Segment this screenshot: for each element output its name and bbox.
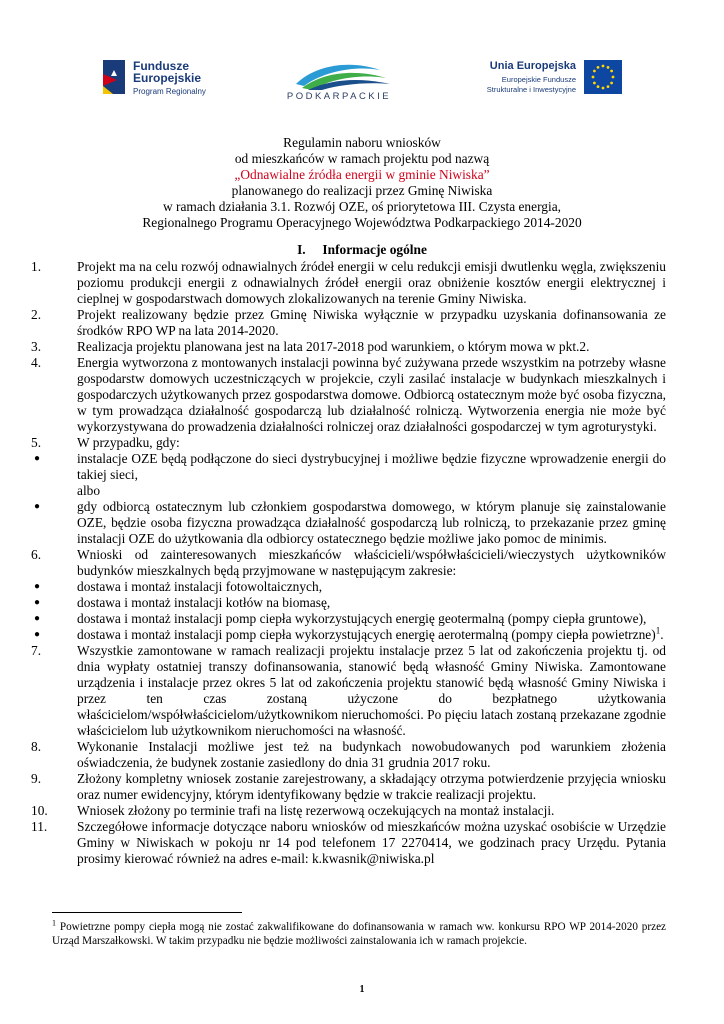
list-item: Wniosek złożony po terminie trafi na listę rezerwową oczekujących na montaż instalacji. bbox=[77, 803, 555, 818]
header-logos bbox=[0, 54, 724, 104]
fe-line2: Europejskie bbox=[133, 71, 202, 85]
list-item: W przypadku, gdy: bbox=[77, 435, 180, 450]
podkarpackie-logo bbox=[282, 58, 396, 104]
bullet: ● bbox=[34, 453, 41, 464]
item-number: 1. bbox=[31, 259, 42, 274]
connector-text: albo bbox=[77, 483, 101, 498]
bullet-end: . bbox=[660, 627, 664, 642]
bullet-item: dostawa i montaż instalacji kotłów na biomasę, bbox=[77, 595, 331, 610]
list-item: Szczegółowe informacje dotyczące naboru wniosków od mieszkańców można uzyskać osobiście w Urzędzie Gminy w Niwiskach w pokoju nr 14 pod telefonem 17 2270414, we godzinach pracy Urzędu. Pytania prosimy kierować również na adres e-mail: k.kwasnik@niwiska.pl bbox=[77, 819, 666, 866]
eu-flag-icon bbox=[584, 60, 622, 94]
title-line-2: od mieszkańców w ramach projektu pod nazwą bbox=[234, 151, 490, 166]
fe-line1: Fundusze bbox=[133, 59, 189, 73]
bullet-text: dostawa i montaż instalacji pomp ciepła wykorzystujących energię aerotermalną (pompy ciepła powietrzne) bbox=[77, 627, 656, 642]
section-heading bbox=[0, 242, 724, 258]
item-number: 8. bbox=[31, 739, 42, 754]
unia-europejska-logo bbox=[466, 60, 626, 100]
list-item: Wnioski od zainteresowanych mieszkańców właścicieli/współwłaścicieli/wieczystych użytkowników budynków mieszkalnych będą przyjmowane w następującym zakresie: bbox=[77, 547, 666, 578]
list-item: Realizacja projektu planowana jest na lata 2017-2018 pod warunkiem, o którym mowa w pkt.2. bbox=[77, 339, 590, 354]
item-number: 2. bbox=[31, 307, 42, 322]
list-item: Projekt ma na celu rozwój odnawialnych źródeł energii w celu redukcji emisji dwutlenku węgla, zwiększeniu poziomu produkcji energii z odnawialnych źródeł energii oraz obniżenie kosztów energii elektrycznej i cieplnej w gospodarstwach domowych zlokalizowanych na terenie Gminy Niwiska. bbox=[77, 259, 666, 306]
title-line-6: Regionalnego Programu Operacyjnego Województwa Podkarpackiego 2014-2020 bbox=[142, 215, 582, 230]
ue-line2: Europejskie Fundusze bbox=[501, 75, 576, 84]
list-item: Energia wytworzona z montowanych instalacji powinna być zużywana przede wszystkim na potrzeby własne gospodarstw domowych uczestniczących w projekcie, czyli zasilać instalacje w budynkach mieszkalnych i gospodarczych użytkowanych przez gospodarstwa domowe. Odbiorcą ostatecznym może być osoba fizyczna, w tym prowadząca działalność gospodarczą lub działalność rolniczą. Wytworzenia energia nie może być wykorzystywana do prowadzenia działalności rolniczej oraz działalności gospodarczej w tym agroturystyki. bbox=[77, 355, 666, 434]
list-item: Wszystkie zamontowane w ramach realizacji projektu instalacje przez 5 lat od zakończenia projektu tj. od dnia wypłaty ostatniej transzy dofinansowania, stanowić będą własność Gminy Niwiska. Zamontowane urządzenia i instalacje przez okres 5 lat od zakończenia projektu stanowić będą własność Gminy Niwiska i przez ten czas zostaną użyczone do bezpłatnego użytkowania właścicielom/współwłaścicielom/użytkownikom nieruchomości. Po pięciu latach zostaną przekazane zgodnie właścicielom lub użytkownikom nieruchomości na własność. bbox=[77, 643, 666, 738]
bullet: ● bbox=[34, 581, 41, 592]
section-number: I. bbox=[297, 242, 306, 257]
footnote-ref: 1 bbox=[655, 625, 661, 636]
fundusze-europejskie-logo bbox=[103, 60, 223, 100]
list-item: Wykonanie Instalacji możliwe jest też na budynkach nowobudowanych pod warunkiem złożenia oświadczenia, że budynek zostanie zasiedlony do dnia 31 grudnia 2017 roku. bbox=[77, 739, 666, 770]
bullet-item: dostawa i montaż instalacji fotowoltaicznych, bbox=[77, 579, 323, 594]
bullet: ● bbox=[34, 597, 41, 608]
bullet: ● bbox=[34, 629, 41, 640]
item-number: 5. bbox=[31, 435, 42, 450]
footnote-mark: 1 bbox=[52, 918, 56, 928]
bullet-item: dostawa i montaż instalacji pomp ciepła wykorzystujących energię geotermalną (pompy ciepła gruntowe), bbox=[77, 611, 647, 626]
item-number: 4. bbox=[31, 355, 42, 370]
section-title: Informacje ogólne bbox=[322, 242, 427, 257]
fe-star-icon bbox=[103, 60, 125, 94]
list-item: Projekt realizowany będzie przez Gminę Niwiska wyłącznie w przypadku uzyskania dofinansowania ze środków RPO WP na lata 2014-2020. bbox=[77, 307, 666, 338]
bullet: ● bbox=[34, 501, 41, 512]
footnote-separator bbox=[52, 912, 242, 913]
project-name: „Odnawialne źródła energii w gminie Niwiska” bbox=[234, 167, 490, 182]
item-number: 9. bbox=[31, 771, 42, 786]
title-line-5: w ramach działania 3.1. Rozwój OZE, oś priorytetowa III. Czysta energia, bbox=[163, 199, 561, 214]
title-line-4: planowanego do realizacji przez Gminę Niwiska bbox=[231, 183, 493, 198]
podkarpackie-wave-icon bbox=[282, 58, 396, 90]
ue-line1: Unia Europejska bbox=[489, 60, 576, 72]
item-number: 3. bbox=[31, 339, 42, 354]
bullet-item: instalacje OZE będą podłączone do sieci dystrybucyjnej i możliwe będzie fizyczne wprowadzenie energii do takiej sieci, bbox=[77, 451, 666, 482]
item-number: 11. bbox=[31, 819, 48, 834]
page-number: 1 bbox=[359, 984, 365, 995]
item-number: 7. bbox=[31, 643, 42, 658]
title-line-1: Regulamin naboru wniosków bbox=[283, 135, 441, 150]
item-number: 10. bbox=[31, 803, 48, 818]
bullet-item: gdy odbiorcą ostatecznym lub członkiem gospodarstwa domowego, w którym planuje się zainstalowanie OZE, będzie osoba fizyczna prowadząca działalność gospodarczą lub rolniczą, to przekazanie przez gminę instalacji OZE do użytkowania dla odbiorcy ostatecznego będzie możliwe jako pomoc de minimis. bbox=[77, 499, 666, 546]
list-item: Złożony kompletny wniosek zostanie zarejestrowany, a składający otrzyma potwierdzenie przyjęcia wniosku oraz numer ewidencyjny, którym identyfikowany będzie w trakcie realizacji projektu. bbox=[77, 771, 666, 802]
footnote bbox=[52, 920, 666, 948]
podkarpackie-label: PODKARPACKIE bbox=[286, 91, 392, 102]
item-number: 6. bbox=[31, 547, 42, 562]
ue-line3: Strukturalne i Inwestycyjne bbox=[486, 85, 576, 94]
footnote-text: Powietrzne pompy ciepła mogą nie zostać zakwalifikowane do dofinansowania w ramach ww. konkursu RPO WP 2014-2020 przez Urząd Marszałkowski. W takim przypadku nie będzie możliwości zainstalowania ich w ramach projekcie. bbox=[52, 921, 666, 947]
bullet: ● bbox=[34, 613, 41, 624]
bullet-item bbox=[77, 627, 666, 643]
document-title bbox=[0, 135, 724, 231]
fe-line3: Program Regionalny bbox=[133, 87, 206, 96]
